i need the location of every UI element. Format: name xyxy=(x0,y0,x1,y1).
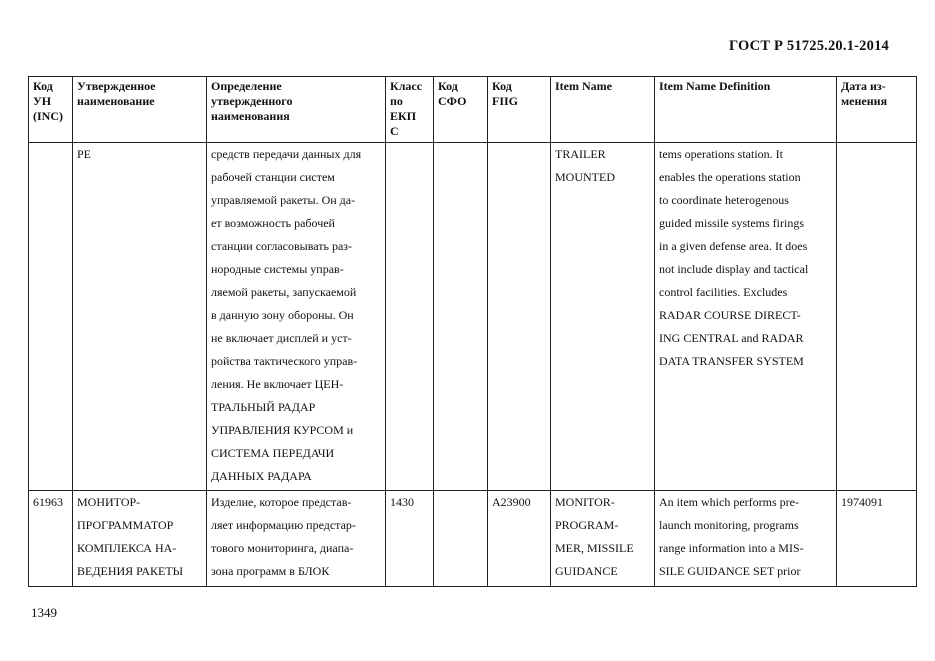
header-approved-name: Утвержденное наименование xyxy=(73,77,207,143)
cell-fiig-code: A23900 xyxy=(488,491,551,587)
cell-definition: Изделие, которое представ- ляет информацию предстар- тового мониторинга, диапа- зона программ в БЛОК xyxy=(207,491,386,587)
header-sfo-code: Код СФО xyxy=(434,77,488,143)
header-inc-code: Код УН (INC) xyxy=(29,77,73,143)
header-ekps-class: Класс по ЕКП С xyxy=(386,77,434,143)
cell-inc xyxy=(29,143,73,491)
cell-approved-name: МОНИТОР- ПРОГРАММАТОР КОМПЛЕКСА НА- ВЕДЕНИЯ РАКЕТЫ xyxy=(73,491,207,587)
header-item-name: Item Name xyxy=(551,77,655,143)
cell-sfo-code xyxy=(434,491,488,587)
classification-table xyxy=(28,76,917,587)
cell-definition: средств передачи данных для рабочей станции систем управляемой ракеты. Он да- ет возможность рабочей станции согласовывать раз- нородные системы управ- ляемой ракеты, запускаемой в данную зону обороны. Он не включает дисплей и уст- ройства тактического управ- ления. Не включает ЦЕН- ТРАЛЬНЫЙ РАДАР УПРАВЛЕНИЯ КУРСОМ и СИСТЕМА ПЕРЕДАЧИ ДАННЫХ РАДАРА xyxy=(207,143,386,491)
cell-ekps-class: 1430 xyxy=(386,491,434,587)
table-row xyxy=(29,491,917,587)
table-header-row xyxy=(29,77,917,143)
cell-ekps-class xyxy=(386,143,434,491)
cell-item-name-definition: tems operations station. It enables the operations station to coordinate heterogenous guided missile systems firings in a given defense area. It does not include display and tactical control facilities. Excludes RADAR COURSE DIRECT- ING CENTRAL and RADAR DATA TRANSFER SYSTEM xyxy=(655,143,837,491)
table-row xyxy=(29,143,917,491)
header-change-date: Дата из- менения xyxy=(837,77,917,143)
cell-inc: 61963 xyxy=(29,491,73,587)
document-code: ГОСТ Р 51725.20.1-2014 xyxy=(728,38,889,54)
cell-fiig-code xyxy=(488,143,551,491)
cell-change-date: 1974091 xyxy=(837,491,917,587)
cell-change-date xyxy=(837,143,917,491)
cell-sfo-code xyxy=(434,143,488,491)
cell-item-name-definition: An item which performs pre- launch monitoring, programs range information into a MIS- SILE GUIDANCE SET prior xyxy=(655,491,837,587)
header-definition: Определение утвержденного наименования xyxy=(207,77,386,143)
cell-item-name: MONITOR- PROGRAM- MER, MISSILE GUIDANCE xyxy=(551,491,655,587)
header-item-name-definition: Item Name Definition xyxy=(655,77,837,143)
header-fiig-code: Код FIIG xyxy=(488,77,551,143)
cell-approved-name: РЕ xyxy=(73,143,207,491)
page-number: 1349 xyxy=(31,605,57,620)
cell-item-name: TRAILER MOUNTED xyxy=(551,143,655,491)
